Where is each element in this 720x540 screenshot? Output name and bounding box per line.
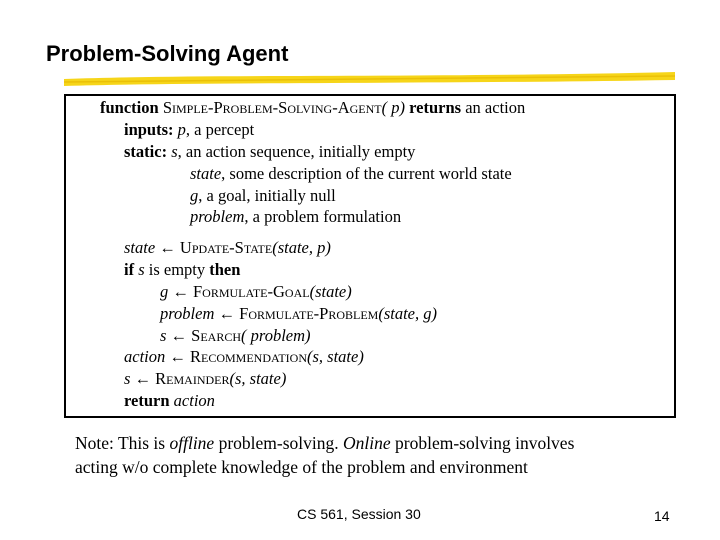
title-underline: [0, 0, 720, 100]
action-args: (s, state): [307, 347, 364, 366]
keyword-static: static:: [124, 142, 168, 161]
static-problem-line: [190, 207, 401, 227]
search-lhs: s: [160, 326, 167, 345]
keyword-inputs: inputs:: [124, 120, 174, 139]
function-header: [100, 98, 525, 118]
return-value: action: [173, 391, 215, 410]
arrow: ←: [159, 238, 176, 257]
note-mid: problem-solving.: [214, 433, 344, 453]
keyword-returns: returns: [409, 98, 462, 117]
search-args: ( problem): [241, 326, 311, 345]
note-line-1: [75, 431, 685, 455]
note-offline: offline: [169, 433, 215, 453]
note-online: Online: [343, 433, 391, 453]
returns-text: an action: [465, 98, 526, 117]
remainder-args: (s, state): [229, 369, 287, 388]
goal-fn: Formulate-Goal: [193, 282, 310, 301]
return-line: [124, 391, 215, 411]
slide-footer: CS 561, Session 30: [297, 506, 421, 522]
note-prefix: Note: This is: [75, 433, 170, 453]
keyword-then: then: [209, 260, 241, 279]
static-g-desc: , a goal, initially null: [198, 186, 336, 205]
update-fn: Update-State: [179, 238, 273, 257]
arrow: ←: [172, 282, 189, 301]
static-s-var: s: [171, 142, 178, 161]
note-line-2: acting w/o complete knowledge of the problem and environment: [75, 457, 528, 477]
function-name: Simple-Problem-Solving-Agent: [162, 98, 382, 117]
problem-lhs: problem: [160, 304, 215, 323]
slide-title: Problem-Solving Agent: [46, 41, 289, 66]
if-cond: is empty: [148, 260, 206, 279]
search-fn: Search: [191, 326, 242, 345]
goal-args: (state): [309, 282, 352, 301]
arrow: ←: [170, 326, 188, 345]
problem-fn: Formulate-Problem: [239, 304, 379, 323]
remainder-line: [124, 369, 286, 389]
keyword-return: return: [124, 391, 170, 410]
static-state-var: state: [190, 164, 222, 183]
if-var: s: [138, 260, 145, 279]
algorithm-box: [64, 94, 676, 418]
if-line: [124, 260, 240, 280]
remainder-fn: Remainder: [155, 369, 230, 388]
action-lhs: action: [124, 347, 166, 366]
update-lhs: state: [124, 238, 156, 257]
static-s-desc: , an action sequence, initially empty: [177, 142, 416, 161]
static-line: [124, 142, 415, 162]
update-args: (state, p): [272, 238, 331, 257]
inputs-desc: , a percept: [185, 120, 255, 139]
action-line: [124, 347, 364, 367]
static-g-line: [190, 186, 336, 206]
static-problem-desc: , a problem formulation: [244, 207, 402, 226]
static-state-line: [190, 164, 512, 184]
update-state-line: [124, 238, 331, 258]
search-line: [160, 326, 311, 346]
note-suffix: problem-solving involves: [390, 433, 575, 453]
keyword-function: function: [100, 98, 159, 117]
action-fn: Recommendation: [190, 347, 308, 366]
problem-args: (state, g): [378, 304, 437, 323]
static-state-desc: , some description of the current world state: [221, 164, 512, 183]
inputs-var: p: [177, 120, 186, 139]
arrow: ←: [169, 347, 186, 366]
inputs-line: [124, 120, 254, 140]
static-g-var: g: [190, 186, 199, 205]
goal-lhs: g: [160, 282, 169, 301]
function-args: ( p): [381, 98, 406, 117]
note-text: [75, 431, 685, 479]
goal-line: [160, 282, 352, 302]
remainder-lhs: s: [124, 369, 131, 388]
arrow: ←: [218, 304, 236, 323]
keyword-if: if: [124, 260, 135, 279]
problem-line: [160, 304, 437, 324]
page-number: 14: [654, 508, 670, 524]
arrow: ←: [134, 369, 152, 388]
static-problem-var: problem: [190, 207, 245, 226]
